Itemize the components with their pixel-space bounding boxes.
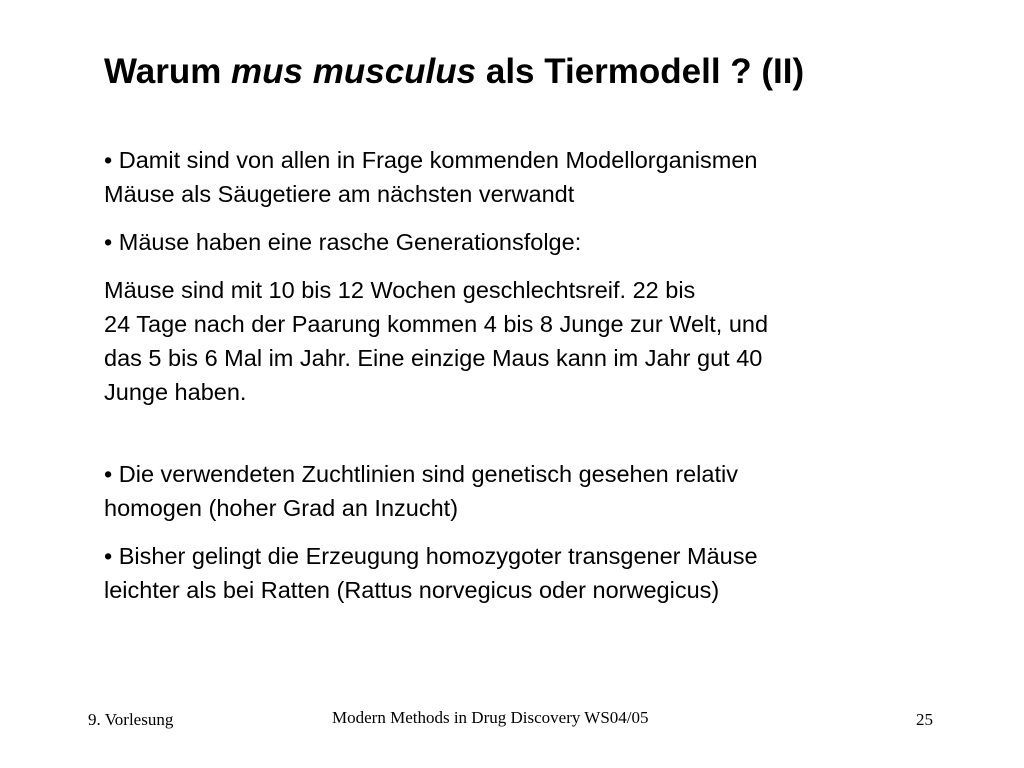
text-line: • Die verwendeten Zuchtlinien sind genetisch gesehen relativ xyxy=(104,461,738,487)
text-line: 24 Tage nach der Paarung kommen 4 bis 8 Junge zur Welt, und xyxy=(104,311,769,337)
text-line: Mäuse als Säugetiere am nächsten verwandt xyxy=(104,181,575,207)
bullet-paragraph-breeding-lines xyxy=(104,457,924,525)
text-line: leichter als bei Ratten (Rattus norvegicus oder norwegicus) xyxy=(104,577,720,603)
text-line: Mäuse sind mit 10 bis 12 Wochen geschlechtsreif. 22 bis xyxy=(104,277,696,303)
footer-page-number: 25 xyxy=(916,710,933,729)
bullet-paragraph-relation xyxy=(104,143,924,211)
bullet-paragraph-generation xyxy=(104,225,924,259)
footer-lecture-number: 9. Vorlesung xyxy=(88,710,174,729)
title-part-2: als Tiermodell ? (II) xyxy=(476,52,805,91)
footer-course-title: Modern Methods in Drug Discovery WS04/05 xyxy=(332,708,649,727)
text-line: • Damit sind von allen in Frage kommenden Modellorganismen xyxy=(104,147,758,173)
slide-body xyxy=(104,143,924,621)
text-line: das 5 bis 6 Mal im Jahr. Eine einzige Maus kann im Jahr gut 40 xyxy=(104,345,763,371)
text-line: homogen (hoher Grad an Inzucht) xyxy=(104,495,459,521)
text-line: Junge haben. xyxy=(104,379,247,405)
detail-paragraph-reproduction xyxy=(104,273,924,409)
text-line: • Mäuse haben eine rasche Generationsfolge: xyxy=(104,229,582,255)
title-italic-species: mus musculus xyxy=(231,52,477,91)
slide-title xyxy=(104,50,804,94)
title-part-1: Warum xyxy=(104,52,232,91)
text-line: • Bisher gelingt die Erzeugung homozygoter transgener Mäuse xyxy=(104,543,758,569)
bullet-paragraph-transgenic xyxy=(104,539,924,607)
